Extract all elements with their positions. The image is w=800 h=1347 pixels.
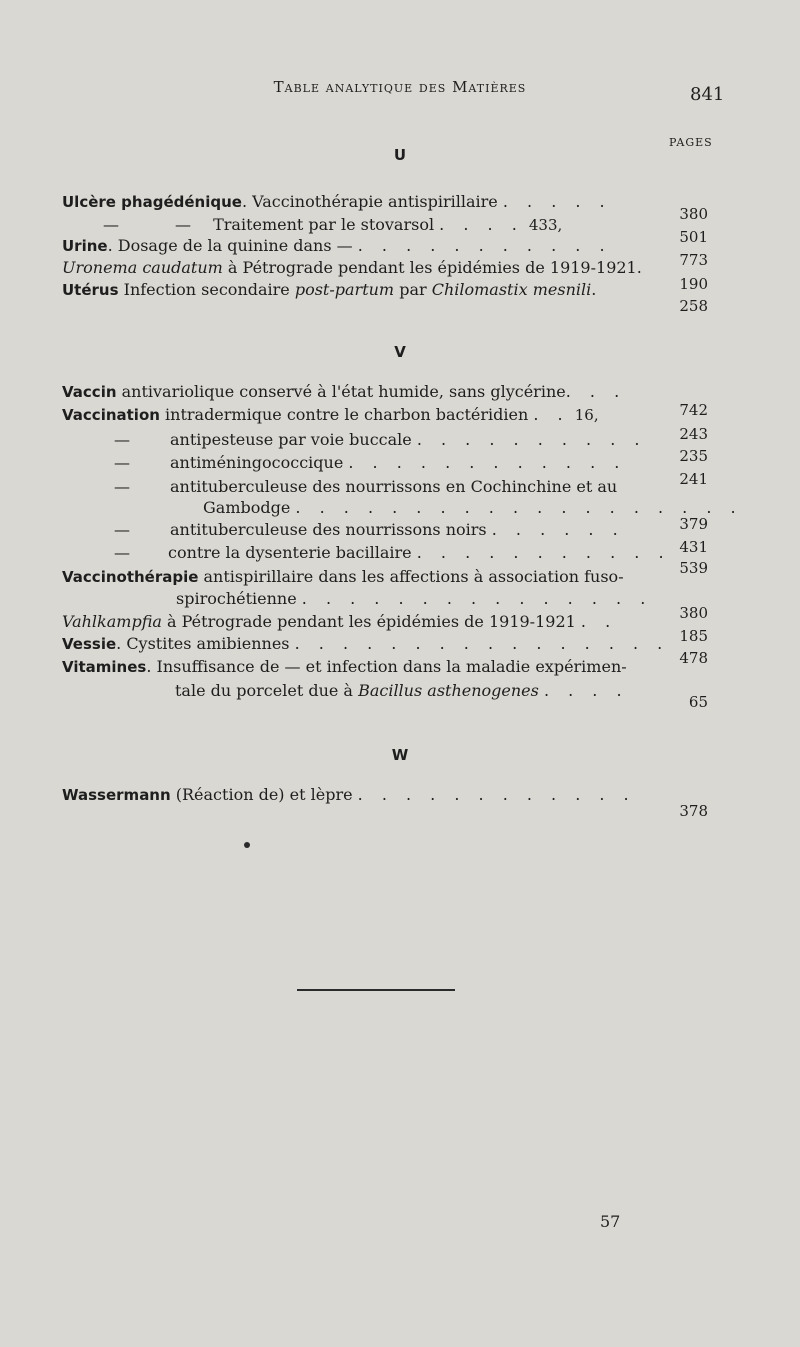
entry-vessie (62, 634, 670, 654)
entry-vitamines (62, 657, 652, 677)
section-letter-v: V (394, 343, 406, 361)
entry-text: . (591, 280, 597, 299)
page-ref: 539 (679, 559, 708, 577)
leader-dots: . . . . . . . . . . (416, 430, 647, 449)
page-ref: 501 (679, 228, 708, 246)
ink-speck (244, 842, 250, 848)
leader-dots: . . . . . . . . . . . . (348, 453, 627, 472)
page-ref: 241 (679, 470, 708, 488)
entry-italic: post-partum (294, 280, 395, 299)
page-ref: 380 (679, 604, 708, 622)
entry-italic: Bacillus asthenogenes (358, 681, 539, 700)
entry-text: par (394, 280, 432, 299)
entry-urine (62, 236, 644, 256)
leader-dots: . . . . . . . . . . . . . . . . . . . (295, 498, 743, 517)
entry-vaccinotherapie (62, 567, 652, 587)
entry-vaccination (62, 405, 644, 425)
pages-column-label: PAGES (669, 136, 713, 149)
ditto-dash: — (114, 477, 130, 496)
leader-dots: . . . . . . . . . . . (357, 236, 612, 255)
entry-vaccination-sub (112, 453, 644, 473)
page-ref: 478 (679, 649, 708, 667)
entry-uterus (62, 280, 652, 300)
entry-text: . Vaccinothérapie antispirillaire (241, 192, 498, 211)
page-ref: 235 (679, 447, 708, 465)
page-ref: 379 (679, 515, 708, 533)
entry-ulcere-sub (86, 215, 644, 235)
page-ref: 190 (679, 275, 708, 293)
entry-head: Wassermann (62, 786, 171, 804)
entry-head: Vaccination (62, 406, 160, 424)
entry-text: . Insuffisance de — et infection dans la maladie expérimen- (146, 657, 627, 676)
entry-text: spirochétienne (176, 589, 297, 608)
leader-dots: . . (580, 612, 618, 631)
page-ref: 378 (679, 802, 708, 820)
entry-vaccination-sub (112, 520, 644, 540)
leader-dots: . . . . . (502, 192, 612, 211)
leader-dots: . . . . (543, 681, 629, 700)
page-ref: 380 (679, 205, 708, 223)
section-letter-u: U (393, 146, 407, 164)
ditto-dash: — (114, 430, 130, 449)
inline-page-ref: 16, (574, 406, 599, 424)
entry-head: Vitamines (62, 658, 147, 676)
entry-text: antivariolique conservé à l'état humide, sans glycérine (116, 382, 566, 401)
page-ref: 185 (679, 627, 708, 645)
entry-text: antispirillaire dans les affections à association fuso- (198, 567, 624, 586)
entry-vahlkampfia (62, 612, 644, 632)
entry-text: antiméningococcique (170, 453, 344, 472)
page-ref: 258 (679, 297, 708, 315)
ditto-dash: — (114, 453, 130, 472)
entry-vaccination-sub (112, 477, 644, 497)
entry-head: Vaccinothérapie (62, 568, 199, 586)
leader-dots: . . (533, 405, 570, 424)
leader-dots: . . . . . . . . . . . . . . . (301, 589, 653, 608)
leader-dots: . . . . . . . . . . . . (357, 785, 636, 804)
entry-wassermann (62, 785, 644, 805)
page-ref: 243 (679, 425, 708, 443)
entry-vaccination-sub (112, 430, 647, 450)
entry-italic: Vahlkampfia (62, 612, 162, 631)
page-ref: 742 (679, 401, 708, 419)
entry-head: Urine (62, 237, 108, 255)
entry-text: antituberculeuse des nourrissons en Cochinchine et au (170, 477, 618, 496)
entry-vitamines-cont (175, 681, 644, 701)
entry-text: Traitement par le stovarsol (213, 215, 435, 234)
entry-text: . Cystites amibiennes (116, 634, 290, 653)
ditto-dash: — (103, 215, 119, 234)
entry-text: antipesteuse par voie buccale (170, 430, 412, 449)
entry-text: tale du porcelet due à (175, 681, 359, 700)
entry-text: à Pétrograde pendant les épidémies de 1919-1921. (222, 258, 642, 277)
page-number: 841 (690, 84, 725, 105)
entry-text: . Dosage de la quinine dans — (107, 236, 353, 255)
entry-uronema (62, 258, 652, 278)
page-ref: 773 (679, 251, 708, 269)
entry-text: antituberculeuse des nourrissons noirs (170, 520, 487, 539)
closing-rule (297, 989, 455, 991)
entry-head: Vessie (62, 635, 117, 653)
entry-italic: Uronema caudatum (62, 258, 223, 277)
leader-dots: . . . . (439, 215, 524, 234)
ditto-dash: — (114, 520, 130, 539)
entry-text: à Pétrograde pendant les épidémies de 1919-1921 (161, 612, 576, 631)
section-letter-w: W (391, 746, 409, 764)
page-ref: 431 (679, 538, 708, 556)
entry-vaccination-sub (112, 543, 671, 563)
entry-head: Ulcère phagédénique (62, 193, 242, 211)
leader-dots: . . . . . . (491, 520, 625, 539)
entry-vaccin (62, 382, 644, 402)
entry-text: contre la dysenterie bacillaire (168, 543, 412, 562)
entry-vaccination-sub-cont (203, 498, 743, 518)
leader-dots: . . . . . . . . . . . (416, 543, 671, 562)
entry-text: intradermique contre le charbon bactéridien (159, 405, 529, 424)
running-header-title: Table analytique des Matières (273, 78, 527, 96)
entry-italic: Chilomastix mesnili (431, 280, 592, 299)
ditto-dash: — (114, 543, 130, 562)
leader-dots: . . . (565, 382, 627, 401)
entry-head: Utérus (62, 281, 119, 299)
entry-text: Gambodge (203, 498, 291, 517)
entry-head: Vaccin (62, 383, 117, 401)
entry-vaccinotherapie-cont (176, 589, 653, 609)
printer-signature: 57 (600, 1212, 621, 1231)
entry-text: (Réaction de) et lèpre (170, 785, 353, 804)
ditto-dash: — (175, 215, 191, 234)
leader-dots: . . . . . . . . . . . . . . . . (294, 634, 670, 653)
inline-page-ref: 433, (528, 216, 563, 234)
page-ref: 65 (688, 693, 708, 711)
entry-text: Infection secondaire (118, 280, 295, 299)
entry-ulcere (62, 192, 644, 212)
